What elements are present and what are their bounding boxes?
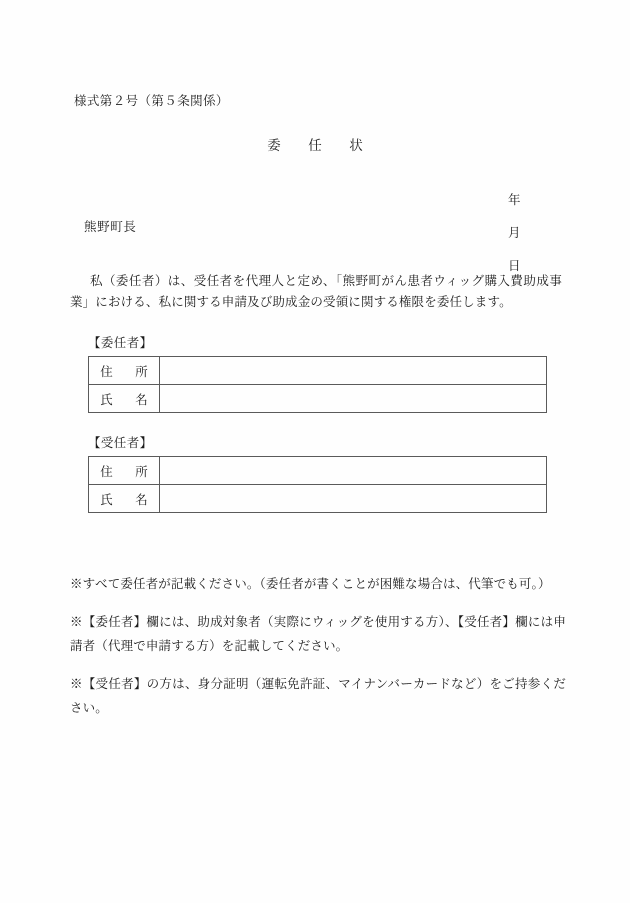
note-item: ※【受任者】の方は、身分証明（運転免許証、マイナンバーカードなど）をご持参ください。	[70, 677, 566, 715]
row-value-name[interactable]	[160, 385, 547, 413]
note-item: ※すべて委任者が記載ください。（委任者が書くことが困難な場合は、代筆でも可。）	[70, 577, 551, 591]
table-row	[89, 457, 547, 485]
page-title: 委 任 状	[267, 138, 370, 153]
delegatee-table	[88, 456, 547, 513]
row-label-address: 住 所	[89, 457, 160, 485]
delegator-table	[88, 356, 547, 413]
table-row	[89, 385, 547, 413]
note-item: ※【委任者】欄には、助成対象者（実際にウィッグを使用する方）、【受任者】欄には申請者（代理で申請する方）を記載してください。	[70, 615, 566, 653]
form-number: 様式第２号（第５条関係）	[74, 94, 229, 108]
row-label-name: 氏 名	[89, 485, 160, 513]
body-text: 私（委任者）は、受任者を代理人と定め、「熊野町がん患者ウィッグ購入費助成事業」における、私に関する申請及び助成金の受領に関する権限を委任します。	[70, 274, 562, 309]
table-row	[89, 485, 547, 513]
row-label-name: 氏 名	[89, 385, 160, 413]
section-delegator	[88, 333, 546, 413]
body-paragraph	[70, 271, 562, 313]
year-label: 年	[508, 193, 521, 207]
section-label-delegatee: 【受任者】	[88, 436, 153, 450]
row-value-name[interactable]	[160, 485, 547, 513]
day-label: 日	[508, 259, 521, 273]
section-label-delegator: 【委任者】	[88, 336, 153, 350]
row-value-address[interactable]	[160, 357, 547, 385]
table-row	[89, 357, 547, 385]
section-delegatee	[88, 433, 546, 513]
notes-list	[70, 572, 566, 720]
addressee: 熊野町長	[84, 220, 137, 234]
month-label: 月	[508, 226, 521, 240]
row-label-address: 住 所	[89, 357, 160, 385]
row-value-address[interactable]	[160, 457, 547, 485]
